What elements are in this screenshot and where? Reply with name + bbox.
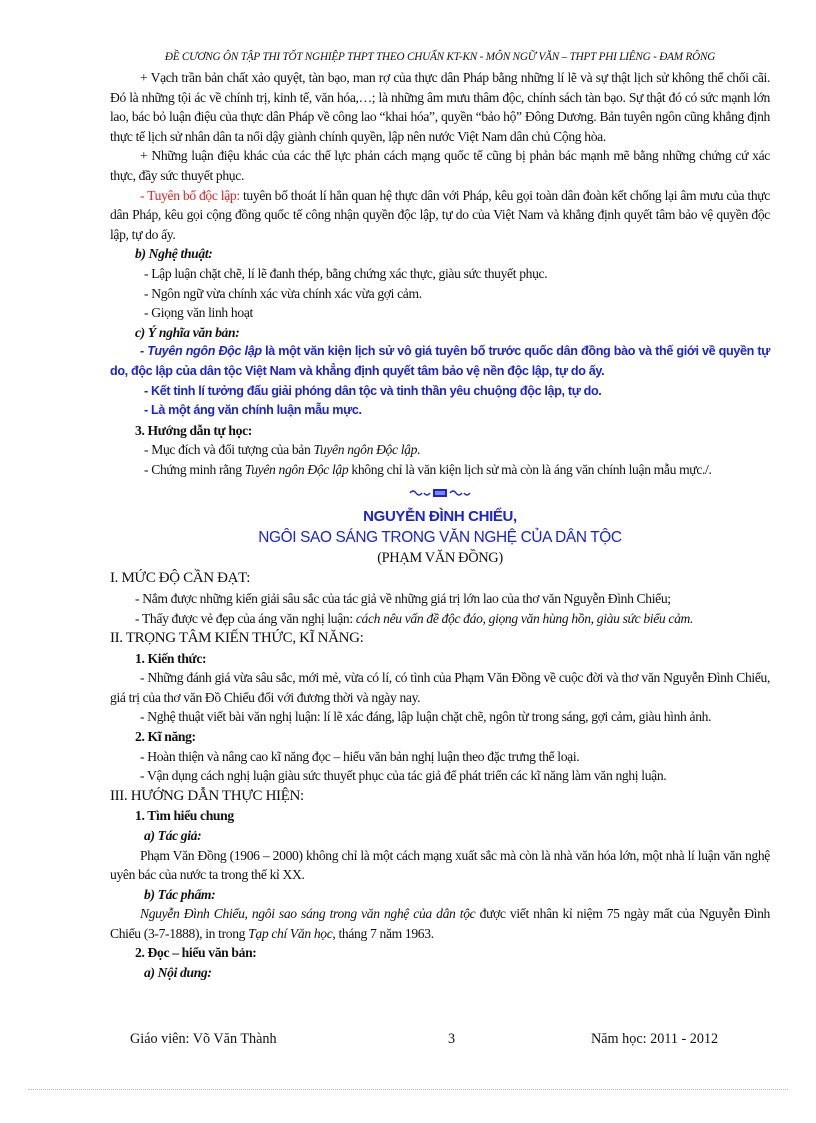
requirement-2: [110, 609, 770, 629]
self-study-1-end: .: [417, 442, 421, 458]
skills-heading: 2. Kĩ năng:: [135, 729, 196, 745]
art-item-1: - Lập luận chặt chẽ, lí lẽ đanh thép, bằng chứng xác thực, giàu sức thuyết phục.: [144, 265, 548, 281]
footer-teacher: Giáo viên: Võ Văn Thành: [130, 1031, 277, 1047]
section-3-heading: III. HƯỚNG DẪN THỰC HIỆN:: [110, 787, 304, 804]
page-content: [110, 68, 770, 983]
heading-meaning: c) Ý nghĩa văn bản:: [135, 324, 240, 340]
lesson-title: NGUYỄN ĐÌNH CHIỂU,: [363, 508, 517, 526]
requirement-2-italic: cách nêu vấn đề độc đáo, giọng văn hùng hồn, giàu sức biểu cảm.: [355, 610, 694, 626]
content-heading: a) Nội dung:: [144, 965, 212, 981]
meaning-doc-title: Tuyên ngôn Độc lập: [147, 344, 262, 359]
requirement-1: - Nắm được những kiến giải sâu sắc của tác giả về những giá trị lớn lao của thơ văn Nguyễn Đình Chiểu;: [135, 590, 671, 606]
overview-heading: 1. Tìm hiểu chung: [135, 808, 234, 824]
meaning-item-3: - Là một áng văn chính luận mẫu mực.: [144, 403, 362, 418]
author-heading: a) Tác giả:: [144, 827, 202, 843]
lesson-subtitle: NGÔI SAO SÁNG TRONG VĂN NGHỆ CỦA DÂN TỘC: [258, 529, 622, 547]
heading-art: b) Nghệ thuật:: [135, 246, 213, 262]
art-item-3: - Giọng văn linh hoạt: [144, 305, 253, 321]
reading-heading: 2. Đọc – hiểu văn bản:: [135, 945, 257, 961]
self-study-2-text: - Chứng minh rằng: [144, 461, 245, 477]
self-study-2-title: Tuyên ngôn Độc lập: [244, 461, 349, 477]
page-bottom-border: [28, 1089, 788, 1090]
declaration-text: tuyên bố thoát lí hẳn quan hệ thực dân với Pháp, kêu gọi toàn dân đoàn kết chống lại âm mưu của thực dân Pháp, kêu gọi cộng đồng quốc tế công nhận quyền độc lập, tự do của Việt Nam và khẳng định quyết tâm bảo vệ quyền độc lập, tự do ấy.: [110, 187, 770, 242]
self-study-item-1: [110, 440, 770, 460]
skills-item-2: - Vận dụng cách nghị luận giàu sức thuyết phục của tác giả để phát triển các kĩ năng làm văn nghị luận.: [140, 768, 667, 784]
self-study-2-end: không chỉ là văn kiện lịch sử mà còn là áng văn chính luận mẫu mực./.: [348, 461, 712, 477]
author-text: Phạm Văn Đồng (1906 – 2000) không chỉ là một cách mạng xuất sắc mà còn là nhà văn hóa lớn, một nhà lí luận văn nghệ uyên bác của nước ta trong thế kỉ XX.: [110, 847, 770, 883]
section-1-heading: I. MỨC ĐỘ CẦN ĐẠT:: [110, 570, 251, 587]
work-text: [110, 904, 770, 943]
paragraph-rebuttal: + Những luận điệu khác của các thế lực phản cách mạng quốc tế cũng bị phản bác mạnh mẽ bằng những chứng cứ xác thực, đầy sức thuyết phục.: [110, 148, 770, 183]
heading-self-study: 3. Hướng dẫn tự học:: [135, 422, 252, 438]
skills-item-1: - Hoàn thiện và nâng cao kĩ năng đọc – hiểu văn bản nghị luận theo đặc trưng thể loại.: [140, 748, 580, 764]
meaning-item-2: - Kết tinh lí tưởng đấu giải phóng dân tộc và tinh thần yêu chuộng độc lập, tự do.: [144, 383, 602, 398]
footer-page-number: 3: [448, 1031, 456, 1047]
knowledge-item-1: - Những đánh giá vừa sâu sắc, mới mẻ, vừa có lí, có tình của Phạm Văn Đồng về cuộc đời và thơ văn Nguyễn Đình Chiểu, giá trị của thơ văn Đồ Chiểu đối với đương thời và ngày nay.: [110, 670, 770, 705]
journal-title: Tạp chí Văn học: [248, 925, 333, 941]
page-header: ĐỀ CƯƠNG ÔN TẬP THI TỐT NGHIỆP THPT THEO CHUẨN KT-KN - MÔN NGỮ VĂN – THPT PHI LIÊNG - ĐAM RÔNG: [164, 51, 716, 63]
knowledge-item-2: - Nghệ thuật viết bài văn nghị luận: lí lẽ xác đáng, lập luận chặt chẽ, ngôn từ trong sáng, gợi cảm, giàu hình ảnh.: [140, 709, 712, 725]
lesson-author: (PHẠM VĂN ĐỒNG): [377, 550, 503, 567]
footer-school-year: Năm học: 2011 - 2012: [591, 1031, 719, 1047]
paragraph-crimes: + Vạch trần bản chất xảo quyệt, tàn bạo, man rợ của thực dân Pháp bằng những lí lẽ và sự thật lịch sử không thể chối cãi. Đó là những tội ác về chính trị, kinh tế, văn hóa,…; là những âm mưu thâm độc, chính sách tàn bạo. Sự thật đó có sức mạnh lớn lao, bác bỏ luận điệu của thực dân Pháp về công lao “khai hóa”, quyền “bảo hộ” Đông Dương. Bản tuyên ngôn cũng khẳng định thực tế lịch sử nhân dân ta nổi dậy giành chính quyền, lập nên nước Việt Nam dân chủ Cộng hòa.: [110, 70, 770, 144]
self-study-1-title: Tuyên ngôn Độc lập: [313, 442, 418, 458]
work-title: Nguyễn Đình Chiểu, ngôi sao sáng trong văn nghệ của dân tộc: [140, 906, 476, 922]
meaning-item-1-text: là một văn kiện lịch sử vô giá tuyên bố trước quốc dân đồng bào và thế giới về quyền tự do, độc lập của dân tộc Việt Nam và khẳng định quyết tâm bảo vệ nền độc lập, tự do ấy.: [110, 344, 770, 378]
meaning-dash: -: [140, 344, 148, 359]
self-study-item-2: [110, 460, 770, 480]
ornament-icon: [409, 488, 471, 498]
art-item-2: - Ngôn ngữ vừa chính xác vừa chính xác vừa gợi cảm.: [144, 285, 422, 301]
meaning-item-1: [110, 342, 770, 381]
paragraph-declaration: [110, 186, 770, 245]
work-heading: b) Tác phẩm:: [144, 886, 216, 902]
work-text-1: được viết nhân kỉ niệm 75 ngày mất của Nguyễn Đình Chiểu (3-7-1888), in trong: [110, 906, 770, 941]
section-divider-ornament: [110, 482, 770, 496]
declaration-label: - Tuyên bố độc lập:: [140, 187, 240, 203]
requirement-2-text: - Thấy được vẻ đẹp của áng văn nghị luận:: [135, 610, 356, 626]
knowledge-heading: 1. Kiến thức:: [135, 650, 207, 666]
work-text-2: , tháng 7 năm 1963.: [332, 925, 434, 941]
section-2-heading: II. TRỌNG TÂM KIẾN THỨC, KĨ NĂNG:: [110, 630, 364, 647]
self-study-1-text: - Mục đích và đối tượng của bản: [144, 442, 314, 458]
